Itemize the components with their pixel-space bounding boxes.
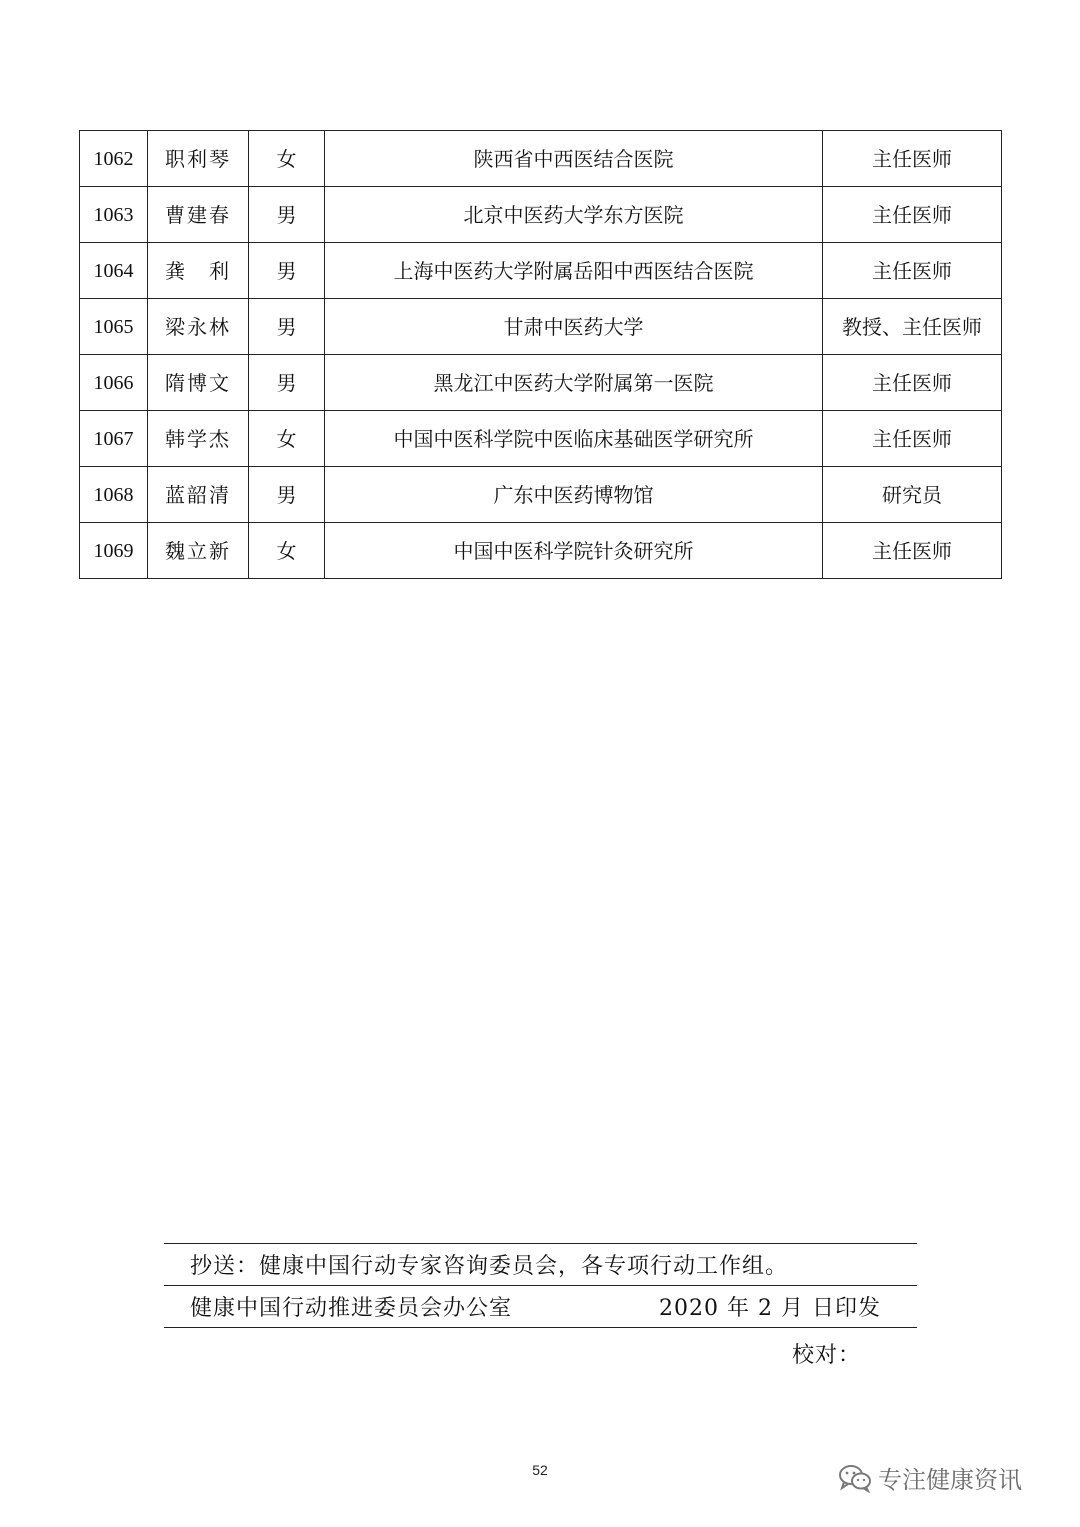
cell-gender: 男 — [249, 299, 325, 355]
cell-name: 梁永林 — [148, 299, 249, 355]
cell-institution: 中国中医科学院针灸研究所 — [325, 523, 823, 579]
cell-id: 1067 — [80, 411, 148, 467]
cell-name: 蓝韶清 — [148, 467, 249, 523]
expert-roster-table — [79, 130, 1002, 579]
cell-title: 主任医师 — [823, 523, 1002, 579]
cell-id: 1069 — [80, 523, 148, 579]
table-row — [80, 467, 1002, 523]
cell-title: 主任医师 — [823, 411, 1002, 467]
watermark — [838, 1460, 1022, 1495]
issuing-office-row — [164, 1286, 917, 1327]
cell-name: 龚 利 — [148, 243, 249, 299]
footer-rule-bottom — [164, 1327, 917, 1328]
cell-gender: 女 — [249, 411, 325, 467]
table-row — [80, 243, 1002, 299]
cell-title: 教授、主任医师 — [823, 299, 1002, 355]
cell-id: 1063 — [80, 187, 148, 243]
cell-title: 主任医师 — [823, 355, 1002, 411]
cell-name: 隋博文 — [148, 355, 249, 411]
cell-name: 曹建春 — [148, 187, 249, 243]
cell-title: 研究员 — [823, 467, 1002, 523]
cell-id: 1065 — [80, 299, 148, 355]
cell-title: 主任医师 — [823, 131, 1002, 187]
table-row — [80, 523, 1002, 579]
table-row — [80, 187, 1002, 243]
issue-date: 2020 年 2 月 日印发 — [659, 1296, 881, 1321]
roster-table-body — [80, 131, 1002, 579]
page-number: 52 — [532, 1462, 548, 1478]
cell-gender: 男 — [249, 187, 325, 243]
cell-name: 韩学杰 — [148, 411, 249, 467]
cell-gender: 男 — [249, 355, 325, 411]
watermark-text: 专注健康资讯 — [878, 1466, 1022, 1494]
cell-institution: 北京中医药大学东方医院 — [325, 187, 823, 243]
cell-gender: 男 — [249, 243, 325, 299]
cell-name: 职利琴 — [148, 131, 249, 187]
cell-name: 魏立新 — [148, 523, 249, 579]
cell-id: 1062 — [80, 131, 148, 187]
cell-institution: 广东中医药博物馆 — [325, 467, 823, 523]
cell-institution: 上海中医药大学附属岳阳中西医结合医院 — [325, 243, 823, 299]
cell-id: 1068 — [80, 467, 148, 523]
cell-institution: 黑龙江中医药大学附属第一医院 — [325, 355, 823, 411]
cell-gender: 女 — [249, 523, 325, 579]
table-row — [80, 299, 1002, 355]
cell-institution: 甘肃中医药大学 — [325, 299, 823, 355]
cell-title: 主任医师 — [823, 187, 1002, 243]
table-row — [80, 355, 1002, 411]
cc-line: 抄送：健康中国行动专家咨询委员会，各专项行动工作组。 — [190, 1254, 789, 1279]
table-row — [80, 411, 1002, 467]
proofread-label: 校对： — [792, 1343, 862, 1368]
cell-institution: 中国中医科学院中医临床基础医学研究所 — [325, 411, 823, 467]
table-row — [80, 131, 1002, 187]
cell-institution: 陕西省中西医结合医院 — [325, 131, 823, 187]
cell-id: 1066 — [80, 355, 148, 411]
document-footer — [164, 1243, 917, 1328]
wechat-icon — [838, 1463, 872, 1493]
cell-gender: 男 — [249, 467, 325, 523]
cell-gender: 女 — [249, 131, 325, 187]
cell-title: 主任医师 — [823, 243, 1002, 299]
cell-id: 1064 — [80, 243, 148, 299]
issuing-office: 健康中国行动推进委员会办公室 — [190, 1296, 513, 1321]
